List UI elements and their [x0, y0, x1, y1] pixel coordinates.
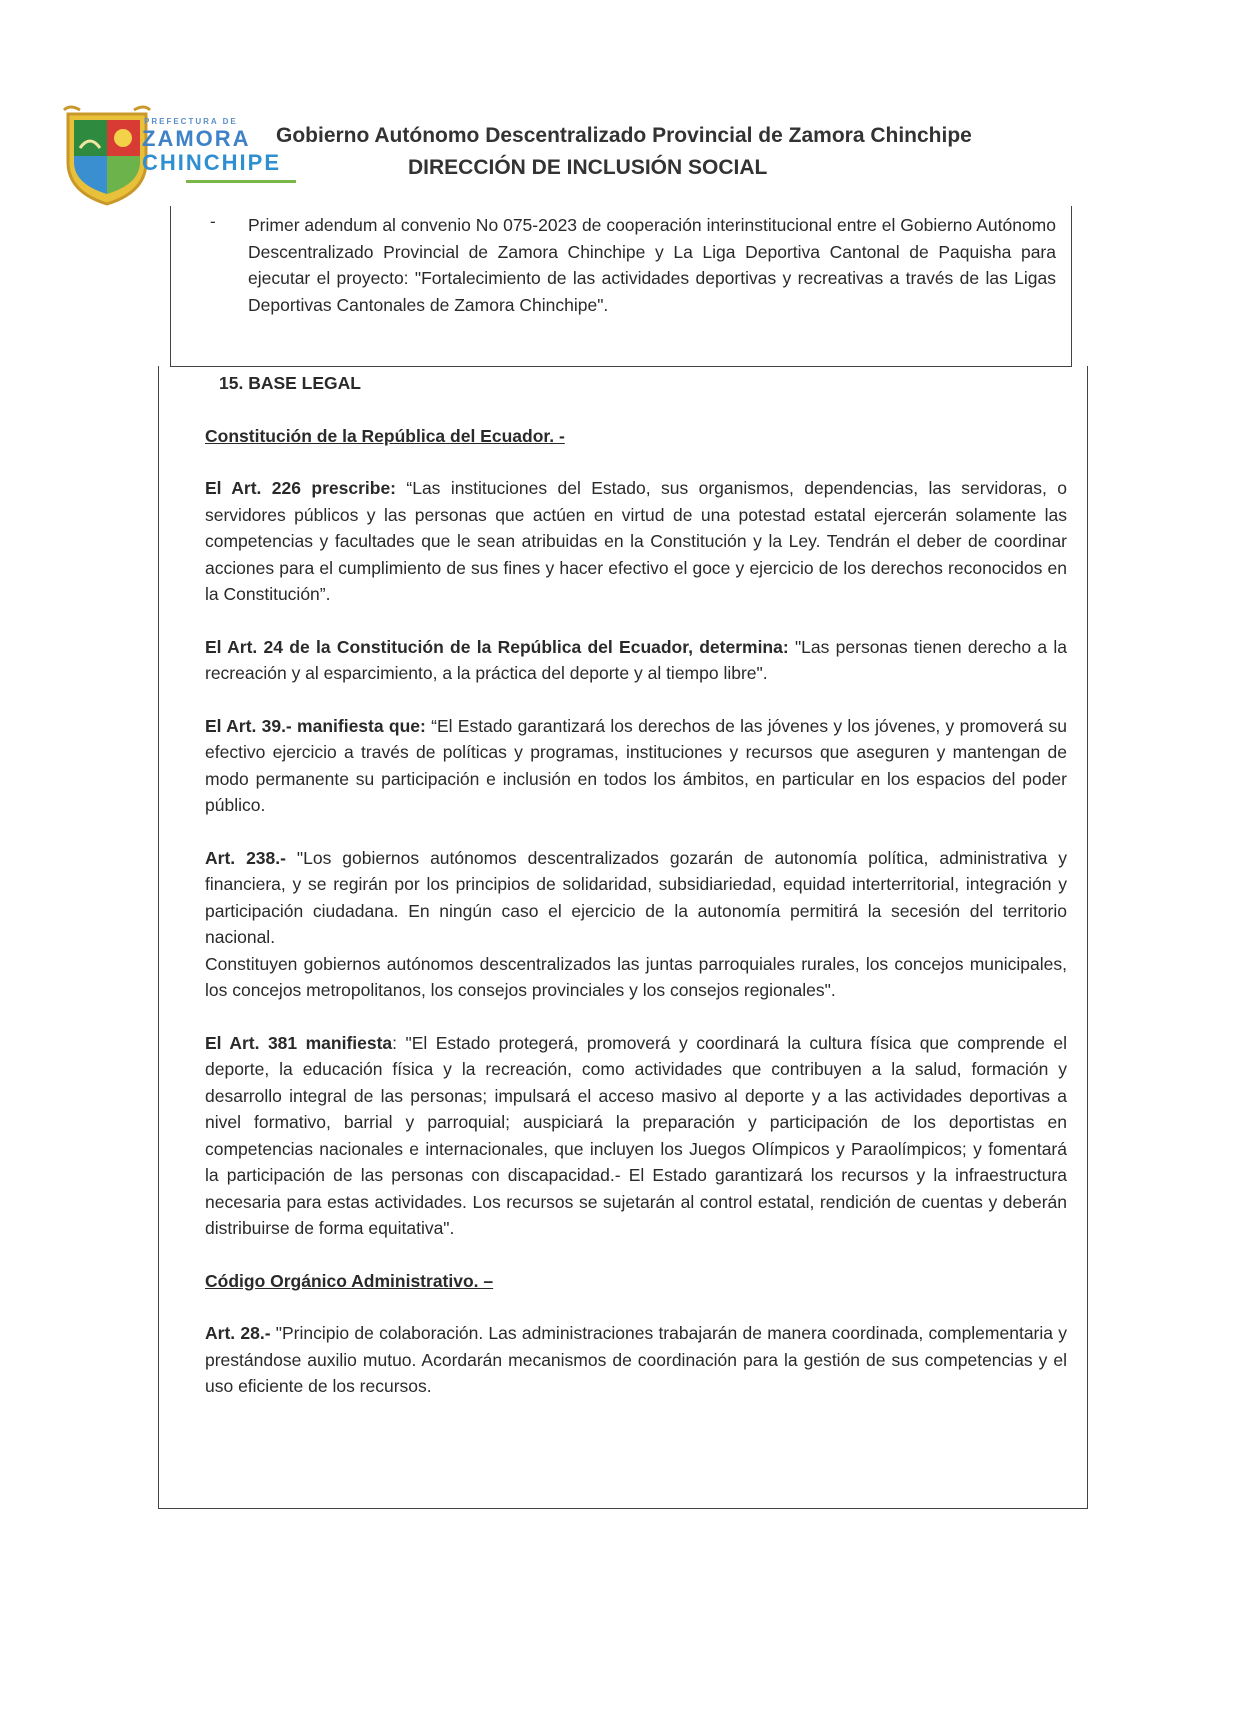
brand-wordmark — [142, 118, 296, 183]
coa-heading: Código Orgánico Administrativo. – — [205, 1270, 494, 1291]
art-39-paragraph — [205, 713, 1067, 819]
art-28-paragraph — [205, 1320, 1067, 1400]
art-226-text: “Las instituciones del Estado, sus organismos, dependencias, las servidoras, o servidores públicos y las personas que actúen en virtud de una potestad estatal ejercerán solamente las competencias y facultades que le sean atribuidas en la Constitución y la Ley. Tendrán el deber de coordinar acciones para el cumplimiento de sus fines y hacer efectivo el goce y ejercicio de los derechos reconocidos en la Constitución”. — [205, 478, 1067, 604]
art-24-text: "Las personas tienen derecho a la recreación y al esparcimiento, a la práctica del deporte y al tiempo libre". — [205, 636, 1067, 683]
art-24-label: El Art. 24 de la Constitución de la República del Ecuador, determina: — [205, 636, 789, 657]
art-238-text: "Los gobiernos autónomos descentralizados gozarán de autonomía política, administrativa y financiera, y se regirán por los principios de solidaridad, subsidiariedad, equidad interterritorial, integración y participación ciudadana. En ningún caso el ejercicio de la autonomía permitirá la secesión del territorio nacional. — [205, 847, 1067, 947]
art-226-label: El Art. 226 prescribe: — [205, 478, 396, 498]
art-39-text: “El Estado garantizará los derechos de las jóvenes y los jóvenes, y promoverá su efectivo ejercicio a través de políticas y programas, instituciones y recursos que aseguren y mantengan de modo permanente su participación e inclusión en todos los ámbitos, en particular en los espacios del poder público. — [205, 715, 1067, 815]
legal-basis-content — [205, 370, 1067, 1400]
constitution-heading: Constitución de la República del Ecuador. - — [205, 425, 565, 446]
art-226-paragraph — [205, 475, 1067, 608]
intro-item — [210, 212, 1056, 318]
government-title: Gobierno Autónomo Descentralizado Provincial de Zamora Chinchipe — [276, 124, 972, 147]
zamora-chinchipe-shield-logo — [60, 104, 154, 208]
brand-underline — [186, 180, 296, 183]
intro-bullet: - — [210, 212, 216, 231]
art-28-text: "Principio de colaboración. Las administraciones trabajarán de manera coordinada, complementaria y prestándose auxilio mutuo. Acordarán mecanismos de coordinación para la gestión de sus competencias y el uso eficiente de los recursos. — [205, 1323, 1068, 1396]
page-header — [0, 0, 1239, 210]
art-238-label: Art. 238.- — [205, 847, 286, 868]
art-381-paragraph — [205, 1030, 1067, 1242]
art-24-paragraph — [205, 634, 1067, 687]
art-381-text: : "El Estado protegerá, promoverá y coordinará la cultura física que comprende el deporte, la educación física y la recreación, como actividades que contribuyen a la salud, formación y desarrollo integral de las personas; impulsará el acceso masivo al deporte y a las actividades deportivas a nivel formativo, barrial y parroquial; auspiciará la preparación y participación de los deportistas en competencias nacionales e internacionales, que incluyen los Juegos Olímpicos y Paraolímpicos; y fomentará la participación de las personas con discapacidad.- El Estado garantizará los recursos y la infraestructura necesaria para estas actividades. Los recursos se sujetarán al control estatal, rendición de cuentas y deberán distribuirse de forma equitativa". — [205, 1032, 1067, 1238]
department-title: DIRECCIÓN DE INCLUSIÓN SOCIAL — [408, 156, 768, 179]
art-381-label: El Art. 381 manifiesta — [205, 1032, 393, 1053]
art-238-paragraph — [205, 845, 1067, 951]
brand-line-1: ZAMORA — [142, 126, 251, 151]
art-238-paragraph-2: Constituyen gobiernos autónomos descentralizados las juntas parroquiales rurales, los concejos municipales, los concejos metropolitanos, los consejos provinciales y los consejos regionales". — [205, 953, 1067, 1000]
intro-text: Primer adendum al convenio No 075-2023 de cooperación interinstitucional entre el Gobierno Autónomo Descentralizado Provincial de Zamora Chinchipe y La Liga Deportiva Cantonal de Paquisha para ejecutar el proyecto: "Fortalecimiento de las actividades deportivas y recreativas a través de las Ligas Deportivas Cantonales de Zamora Chinchipe". — [248, 215, 1056, 315]
brand-top-label: PREFECTURA DE — [144, 117, 238, 126]
art-28-label: Art. 28.- — [205, 1323, 271, 1343]
art-39-label: El Art. 39.- manifiesta que: — [205, 715, 426, 736]
brand-line-2: CHINCHIPE — [142, 150, 282, 175]
section-title: 15. BASE LEGAL — [219, 373, 361, 393]
